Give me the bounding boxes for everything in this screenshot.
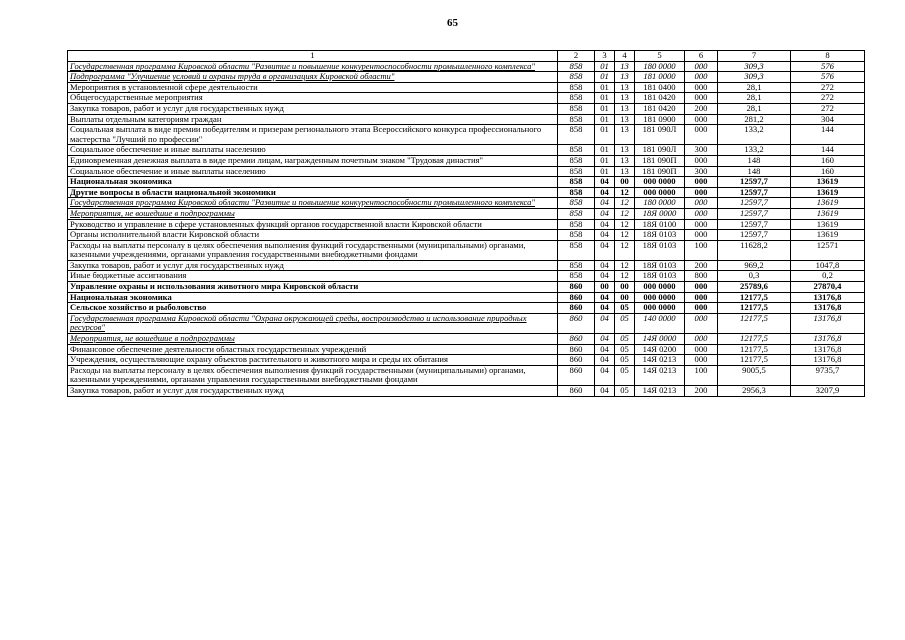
subsection-code-cell: 12	[615, 260, 635, 271]
table-row	[68, 386, 865, 397]
table-row	[68, 145, 865, 156]
expense-type-cell: 800	[685, 271, 718, 282]
expense-type-cell: 100	[685, 240, 718, 260]
expense-type-cell: 000	[685, 61, 718, 72]
subsection-code-cell: 12	[615, 198, 635, 209]
amount-year2-cell: 27870,4	[791, 282, 865, 293]
amount-year2-cell: 9735,7	[791, 365, 865, 385]
table-body	[68, 61, 865, 396]
ved-code-cell: 858	[558, 82, 595, 93]
amount-year2-cell: 13619	[791, 177, 865, 188]
target-article-cell: 18Я 0103	[635, 260, 685, 271]
column-header: 8	[791, 51, 865, 62]
amount-year2-cell: 13176,8	[791, 303, 865, 314]
target-article-cell: 181 090П	[635, 155, 685, 166]
table-row	[68, 125, 865, 145]
section-code-cell: 04	[595, 386, 615, 397]
section-code-cell: 04	[595, 365, 615, 385]
amount-year2-cell: 13176,8	[791, 313, 865, 333]
ved-code-cell: 858	[558, 155, 595, 166]
expense-type-cell: 100	[685, 365, 718, 385]
table-row	[68, 355, 865, 366]
ved-code-cell: 858	[558, 177, 595, 188]
ved-code-cell: 860	[558, 313, 595, 333]
section-code-cell: 04	[595, 260, 615, 271]
amount-year1-cell: 12177,5	[718, 292, 791, 303]
amount-year1-cell: 12597,7	[718, 198, 791, 209]
target-article-cell: 14Я 0213	[635, 386, 685, 397]
ved-code-cell: 860	[558, 355, 595, 366]
item-name-cell: Национальная экономика	[68, 292, 558, 303]
amount-year2-cell: 12571	[791, 240, 865, 260]
expense-type-cell: 000	[685, 313, 718, 333]
target-article-cell: 14Я 0213	[635, 355, 685, 366]
expense-type-cell: 000	[685, 355, 718, 366]
expense-type-cell: 000	[685, 155, 718, 166]
section-code-cell: 01	[595, 72, 615, 83]
item-name-cell: Другие вопросы в области национальной экономики	[68, 187, 558, 198]
item-name-cell: Финансовое обеспечение деятельности областных государственных учреждений	[68, 344, 558, 355]
amount-year2-cell: 576	[791, 72, 865, 83]
ved-code-cell: 858	[558, 240, 595, 260]
table-row	[68, 82, 865, 93]
item-name-cell: Управление охраны и использования животного мира Кировской области	[68, 282, 558, 293]
table-row	[68, 198, 865, 209]
section-code-cell: 01	[595, 93, 615, 104]
ved-code-cell: 858	[558, 271, 595, 282]
table-row	[68, 177, 865, 188]
section-code-cell: 01	[595, 61, 615, 72]
target-article-cell: 180 0000	[635, 198, 685, 209]
subsection-code-cell: 12	[615, 187, 635, 198]
table-row	[68, 282, 865, 293]
expense-type-cell: 000	[685, 344, 718, 355]
header-row	[68, 51, 865, 62]
subsection-code-cell: 13	[615, 93, 635, 104]
item-name-cell: Подпрограмма "Улучшение условий и охраны труда в организациях Кировской области"	[68, 72, 558, 83]
item-name-cell: Государственная программа Кировской области "Развитие и повышение конкурентоспособности промышленного комплекса"	[68, 61, 558, 72]
amount-year1-cell: 12597,7	[718, 230, 791, 241]
ved-code-cell: 860	[558, 386, 595, 397]
table-row	[68, 155, 865, 166]
subsection-code-cell: 12	[615, 219, 635, 230]
table-row	[68, 344, 865, 355]
amount-year1-cell: 148	[718, 155, 791, 166]
amount-year1-cell: 12597,7	[718, 208, 791, 219]
item-name-cell: Мероприятия, не вошедшие в подпрограммы	[68, 208, 558, 219]
section-code-cell: 01	[595, 82, 615, 93]
expense-type-cell: 200	[685, 103, 718, 114]
target-article-cell: 000 0000	[635, 282, 685, 293]
amount-year2-cell: 13619	[791, 219, 865, 230]
target-article-cell: 18Я 0103	[635, 271, 685, 282]
ved-code-cell: 860	[558, 365, 595, 385]
amount-year2-cell: 144	[791, 145, 865, 156]
target-article-cell: 18Я 0100	[635, 219, 685, 230]
amount-year2-cell: 272	[791, 82, 865, 93]
section-code-cell: 04	[595, 271, 615, 282]
amount-year2-cell: 576	[791, 61, 865, 72]
item-name-cell: Социальное обеспечение и иные выплаты населению	[68, 166, 558, 177]
subsection-code-cell: 05	[615, 303, 635, 314]
section-code-cell: 04	[595, 230, 615, 241]
section-code-cell: 01	[595, 125, 615, 145]
amount-year2-cell: 144	[791, 125, 865, 145]
table-row	[68, 260, 865, 271]
item-name-cell: Руководство и управление в сфере установленных функций органов государственной власти Кировской области	[68, 219, 558, 230]
item-name-cell: Закупка товаров, работ и услуг для государственных нужд	[68, 386, 558, 397]
amount-year2-cell: 304	[791, 114, 865, 125]
subsection-code-cell: 00	[615, 177, 635, 188]
column-header: 3	[595, 51, 615, 62]
amount-year1-cell: 12597,7	[718, 219, 791, 230]
ved-code-cell: 860	[558, 303, 595, 314]
expense-type-cell: 000	[685, 303, 718, 314]
amount-year1-cell: 309,3	[718, 61, 791, 72]
subsection-code-cell: 05	[615, 313, 635, 333]
expense-type-cell: 000	[685, 198, 718, 209]
column-header: 1	[68, 51, 558, 62]
section-code-cell: 04	[595, 344, 615, 355]
expense-type-cell: 000	[685, 230, 718, 241]
item-name-cell: Выплаты отдельным категориям граждан	[68, 114, 558, 125]
subsection-code-cell: 13	[615, 114, 635, 125]
target-article-cell: 000 0000	[635, 292, 685, 303]
target-article-cell: 000 0000	[635, 303, 685, 314]
ved-code-cell: 858	[558, 125, 595, 145]
expense-type-cell: 000	[685, 187, 718, 198]
item-name-cell: Государственная программа Кировской области "Охрана окружающей среды, воспроизводство и использование природных ресурсов"	[68, 313, 558, 333]
expense-type-cell: 000	[685, 93, 718, 104]
target-article-cell: 181 0420	[635, 93, 685, 104]
table-row	[68, 114, 865, 125]
amount-year1-cell: 969,2	[718, 260, 791, 271]
amount-year2-cell: 13619	[791, 208, 865, 219]
page-number: 65	[447, 17, 458, 29]
amount-year1-cell: 25789,6	[718, 282, 791, 293]
subsection-code-cell: 05	[615, 365, 635, 385]
section-code-cell: 00	[595, 282, 615, 293]
expense-type-cell: 300	[685, 166, 718, 177]
target-article-cell: 18Я 0000	[635, 208, 685, 219]
amount-year1-cell: 28,1	[718, 103, 791, 114]
amount-year2-cell: 13619	[791, 230, 865, 241]
table-row	[68, 219, 865, 230]
section-code-cell: 04	[595, 187, 615, 198]
target-article-cell: 14Я 0000	[635, 334, 685, 345]
target-article-cell: 181 0420	[635, 103, 685, 114]
table-row	[68, 292, 865, 303]
amount-year2-cell: 13619	[791, 198, 865, 209]
amount-year1-cell: 28,1	[718, 93, 791, 104]
table-row	[68, 166, 865, 177]
amount-year1-cell: 12597,7	[718, 177, 791, 188]
subsection-code-cell: 13	[615, 166, 635, 177]
table-row	[68, 208, 865, 219]
amount-year1-cell: 309,3	[718, 72, 791, 83]
table-row	[68, 230, 865, 241]
table-row	[68, 313, 865, 333]
item-name-cell: Мероприятия, не вошедшие в подпрограммы	[68, 334, 558, 345]
section-code-cell: 01	[595, 155, 615, 166]
column-header: 2	[558, 51, 595, 62]
table-row	[68, 303, 865, 314]
expense-type-cell: 000	[685, 114, 718, 125]
subsection-code-cell: 13	[615, 155, 635, 166]
item-name-cell: Иные бюджетные ассигнования	[68, 271, 558, 282]
item-name-cell: Общегосударственные мероприятия	[68, 93, 558, 104]
item-name-cell: Закупка товаров, работ и услуг для государственных нужд	[68, 103, 558, 114]
section-code-cell: 04	[595, 240, 615, 260]
amount-year1-cell: 12597,7	[718, 187, 791, 198]
amount-year2-cell: 1047,8	[791, 260, 865, 271]
amount-year2-cell: 13619	[791, 187, 865, 198]
section-code-cell: 04	[595, 313, 615, 333]
expense-type-cell: 000	[685, 72, 718, 83]
section-code-cell: 04	[595, 198, 615, 209]
amount-year2-cell: 160	[791, 166, 865, 177]
subsection-code-cell: 00	[615, 292, 635, 303]
amount-year2-cell: 13176,8	[791, 292, 865, 303]
ved-code-cell: 860	[558, 292, 595, 303]
ved-code-cell: 858	[558, 198, 595, 209]
ved-code-cell: 860	[558, 344, 595, 355]
ved-code-cell: 858	[558, 219, 595, 230]
subsection-code-cell: 13	[615, 61, 635, 72]
amount-year1-cell: 2956,3	[718, 386, 791, 397]
amount-year1-cell: 28,1	[718, 82, 791, 93]
section-code-cell: 01	[595, 166, 615, 177]
expense-type-cell: 000	[685, 125, 718, 145]
subsection-code-cell: 13	[615, 125, 635, 145]
amount-year1-cell: 12177,5	[718, 313, 791, 333]
item-name-cell: Органы исполнительной власти Кировской области	[68, 230, 558, 241]
section-code-cell: 04	[595, 355, 615, 366]
section-code-cell: 04	[595, 219, 615, 230]
ved-code-cell: 858	[558, 114, 595, 125]
target-article-cell: 14Я 0213	[635, 365, 685, 385]
ved-code-cell: 860	[558, 282, 595, 293]
ved-code-cell: 858	[558, 145, 595, 156]
column-header: 7	[718, 51, 791, 62]
expense-type-cell: 000	[685, 282, 718, 293]
table-row	[68, 271, 865, 282]
ved-code-cell: 858	[558, 166, 595, 177]
item-name-cell: Расходы на выплаты персоналу в целях обеспечения выполнения функций государственными (муниципальными) органами, казенными учреждениями, органами управления государственными внебюджетными фондами	[68, 240, 558, 260]
amount-year2-cell: 3207,9	[791, 386, 865, 397]
item-name-cell: Учреждения, осуществляющие охрану объектов растительного и животного мира и среды их обитания	[68, 355, 558, 366]
target-article-cell: 000 0000	[635, 187, 685, 198]
item-name-cell: Мероприятия в установленной сфере деятельности	[68, 82, 558, 93]
ved-code-cell: 858	[558, 187, 595, 198]
column-header: 5	[635, 51, 685, 62]
budget-table	[67, 50, 865, 397]
section-code-cell: 04	[595, 292, 615, 303]
target-article-cell: 18Я 0103	[635, 240, 685, 260]
target-article-cell: 181 090Л	[635, 145, 685, 156]
amount-year2-cell: 0,2	[791, 271, 865, 282]
item-name-cell: Закупка товаров, работ и услуг для государственных нужд	[68, 260, 558, 271]
column-header: 6	[685, 51, 718, 62]
target-article-cell: 140 0000	[635, 313, 685, 333]
section-code-cell: 01	[595, 103, 615, 114]
subsection-code-cell: 05	[615, 344, 635, 355]
expense-type-cell: 000	[685, 292, 718, 303]
item-name-cell: Сельское хозяйство и рыболовство	[68, 303, 558, 314]
amount-year2-cell: 13176,8	[791, 344, 865, 355]
amount-year1-cell: 12177,5	[718, 334, 791, 345]
ved-code-cell: 858	[558, 230, 595, 241]
expense-type-cell: 000	[685, 208, 718, 219]
item-name-cell: Социальная выплата в виде премии победителям и призерам регионального этапа Всероссийского конкурса профессионального мастерства "Лучший по профессии"	[68, 125, 558, 145]
subsection-code-cell: 13	[615, 145, 635, 156]
subsection-code-cell: 05	[615, 355, 635, 366]
section-code-cell: 01	[595, 114, 615, 125]
amount-year2-cell: 272	[791, 103, 865, 114]
target-article-cell: 180 0000	[635, 61, 685, 72]
amount-year1-cell: 12177,5	[718, 344, 791, 355]
expense-type-cell: 200	[685, 386, 718, 397]
item-name-cell: Единовременная денежная выплата в виде премии лицам, награжденным почетным знаком "Трудовая династия"	[68, 155, 558, 166]
table-row	[68, 334, 865, 345]
amount-year1-cell: 281,2	[718, 114, 791, 125]
column-header: 4	[615, 51, 635, 62]
table-row	[68, 187, 865, 198]
target-article-cell: 000 0000	[635, 177, 685, 188]
expense-type-cell: 000	[685, 334, 718, 345]
amount-year2-cell: 272	[791, 93, 865, 104]
table-row	[68, 72, 865, 83]
subsection-code-cell: 12	[615, 271, 635, 282]
amount-year2-cell: 160	[791, 155, 865, 166]
ved-code-cell: 858	[558, 93, 595, 104]
amount-year2-cell: 13176,8	[791, 334, 865, 345]
table-row	[68, 103, 865, 114]
subsection-code-cell: 12	[615, 230, 635, 241]
ved-code-cell: 858	[558, 208, 595, 219]
table-row	[68, 365, 865, 385]
section-code-cell: 04	[595, 208, 615, 219]
ved-code-cell: 858	[558, 260, 595, 271]
subsection-code-cell: 13	[615, 82, 635, 93]
target-article-cell: 181 0400	[635, 82, 685, 93]
amount-year1-cell: 12177,5	[718, 355, 791, 366]
amount-year1-cell: 9005,5	[718, 365, 791, 385]
target-article-cell: 18Я 0103	[635, 230, 685, 241]
table-row	[68, 240, 865, 260]
target-article-cell: 181 090Л	[635, 125, 685, 145]
section-code-cell: 01	[595, 145, 615, 156]
section-code-cell: 04	[595, 334, 615, 345]
ved-code-cell: 858	[558, 61, 595, 72]
target-article-cell: 181 0900	[635, 114, 685, 125]
item-name-cell: Государственная программа Кировской области "Развитие и повышение конкурентоспособности промышленного комплекса"	[68, 198, 558, 209]
amount-year1-cell: 148	[718, 166, 791, 177]
subsection-code-cell: 00	[615, 282, 635, 293]
section-code-cell: 04	[595, 303, 615, 314]
ved-code-cell: 860	[558, 334, 595, 345]
amount-year1-cell: 133,2	[718, 145, 791, 156]
section-code-cell: 04	[595, 177, 615, 188]
subsection-code-cell: 05	[615, 386, 635, 397]
expense-type-cell: 000	[685, 177, 718, 188]
target-article-cell: 181 0000	[635, 72, 685, 83]
expense-type-cell: 200	[685, 260, 718, 271]
subsection-code-cell: 05	[615, 334, 635, 345]
expense-type-cell: 000	[685, 219, 718, 230]
expense-type-cell: 300	[685, 145, 718, 156]
amount-year1-cell: 12177,5	[718, 303, 791, 314]
item-name-cell: Национальная экономика	[68, 177, 558, 188]
subsection-code-cell: 12	[615, 240, 635, 260]
item-name-cell: Расходы на выплаты персоналу в целях обеспечения выполнения функций государственными (муниципальными) органами, казенными учреждениями, органами управления государственными внебюджетными фондами	[68, 365, 558, 385]
amount-year2-cell: 13176,8	[791, 355, 865, 366]
amount-year1-cell: 11628,2	[718, 240, 791, 260]
table-row	[68, 61, 865, 72]
target-article-cell: 181 090П	[635, 166, 685, 177]
target-article-cell: 14Я 0200	[635, 344, 685, 355]
subsection-code-cell: 13	[615, 72, 635, 83]
expense-type-cell: 000	[685, 82, 718, 93]
ved-code-cell: 858	[558, 103, 595, 114]
amount-year1-cell: 0,3	[718, 271, 791, 282]
subsection-code-cell: 12	[615, 208, 635, 219]
ved-code-cell: 858	[558, 72, 595, 83]
amount-year1-cell: 133,2	[718, 125, 791, 145]
subsection-code-cell: 13	[615, 103, 635, 114]
item-name-cell: Социальное обеспечение и иные выплаты населению	[68, 145, 558, 156]
table-row	[68, 93, 865, 104]
